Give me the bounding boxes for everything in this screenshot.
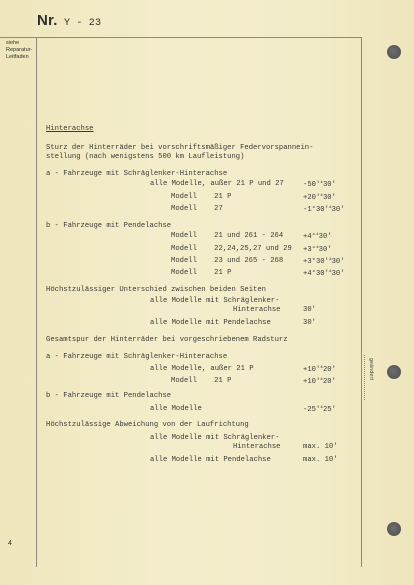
spec-label: alle Modelle, außer 21 P und 27 <box>150 180 284 188</box>
spec-value: +10'±20' <box>303 377 336 386</box>
spec-value: -1°30'±30' <box>303 205 345 214</box>
spec-value: +4°±30' <box>303 232 332 241</box>
spec-row <box>46 377 366 387</box>
spec-row <box>46 319 366 329</box>
spec-label: Modell 27 <box>171 205 223 213</box>
left-margin-rule <box>36 37 37 567</box>
spec-label: alle Modelle mit Pendelachse <box>150 456 271 464</box>
spec-label: Hinterachse <box>233 443 281 451</box>
spec-value: max. 10' <box>303 443 338 451</box>
spec-value: +20'±30' <box>303 193 336 202</box>
spec-label: Modell 23 und 265 - 268 <box>171 257 284 265</box>
spec-value: max. 10' <box>303 456 338 464</box>
spec-label: Modell 21 P <box>171 269 232 277</box>
spec-value: -50'±30' <box>303 180 336 189</box>
spec-label: Modell 21 P <box>171 193 232 201</box>
punch-hole <box>387 45 401 59</box>
spec-row <box>46 306 366 316</box>
spec-value: +3°±30' <box>303 245 332 254</box>
page-number-suffix: Y - 23 <box>64 18 102 29</box>
spec-row <box>46 269 366 279</box>
spec-label: alle Modelle mit Pendelachse <box>150 319 271 327</box>
spec-label: alle Modelle, außer 21 P <box>150 365 254 373</box>
margin-note-line: Leitfaden <box>6 54 29 60</box>
spec-row <box>46 205 366 215</box>
spec-value: +3°30'±30' <box>303 257 345 266</box>
spec-row <box>46 193 366 203</box>
group-title: b - Fahrzeuge mit Pendelachse <box>46 222 172 230</box>
spec-value: +4°30'±30' <box>303 269 345 278</box>
spec-label: alle Modelle mit Schräglenker- <box>150 434 280 442</box>
spec-label: alle Modelle <box>150 405 202 413</box>
margin-note <box>6 40 32 61</box>
page-number <box>37 12 101 29</box>
margin-note-line: Reparatur- <box>6 47 33 53</box>
spec-label: Modell 22,24,25,27 und 29 <box>171 245 292 253</box>
group-title: b - Fahrzeuge mit Pendelachse <box>46 392 172 400</box>
intro-line: stellung (nach wenigstens 500 km Laufleistung) <box>46 153 245 161</box>
side-tab-label: geändert <box>368 358 374 381</box>
spec-row <box>46 456 366 466</box>
subsection-title: Höchstzulässiger Unterschied zwischen beiden Seiten <box>46 286 266 294</box>
section-title: Hinterachse <box>46 125 94 133</box>
spec-label: Modell 21 und 261 - 264 <box>171 232 284 240</box>
spec-value: +10'±20' <box>303 365 336 374</box>
intro-line: Sturz der Hinterräder bei vorschriftsmäßiger Federvorspannein- <box>46 144 314 152</box>
spec-row <box>46 365 366 375</box>
margin-note-line: siehe <box>6 40 20 46</box>
spec-row <box>46 257 366 267</box>
spec-label: Hinterachse <box>233 306 281 314</box>
spec-label: alle Modelle mit Schräglenker- <box>150 297 280 305</box>
spec-row <box>46 405 366 415</box>
punch-hole <box>387 365 401 379</box>
spec-row <box>46 245 366 255</box>
spec-row <box>46 232 366 242</box>
page-number-prefix: Nr. <box>37 12 58 29</box>
subsection-title: Höchstzulässige Abweichung von der Laufrichtung <box>46 421 249 429</box>
spec-label: Modell 21 P <box>171 377 232 385</box>
spec-value: 30' <box>303 319 316 327</box>
spec-row <box>46 443 366 453</box>
footer-page-number: 4 <box>8 540 12 547</box>
group-title: a - Fahrzeuge mit Schräglenker-Hinterachse <box>46 353 228 361</box>
spec-value: 30' <box>303 306 316 314</box>
group-title: a - Fahrzeuge mit Schräglenker-Hinterachse <box>46 170 228 178</box>
header-rule <box>0 37 362 38</box>
subsection-title: Gesamtspur der Hinterräder bei vorgeschriebenem Radsturz <box>46 336 288 344</box>
spec-value: -25'±25' <box>303 405 336 414</box>
punch-hole <box>387 522 401 536</box>
spec-row <box>46 180 366 190</box>
